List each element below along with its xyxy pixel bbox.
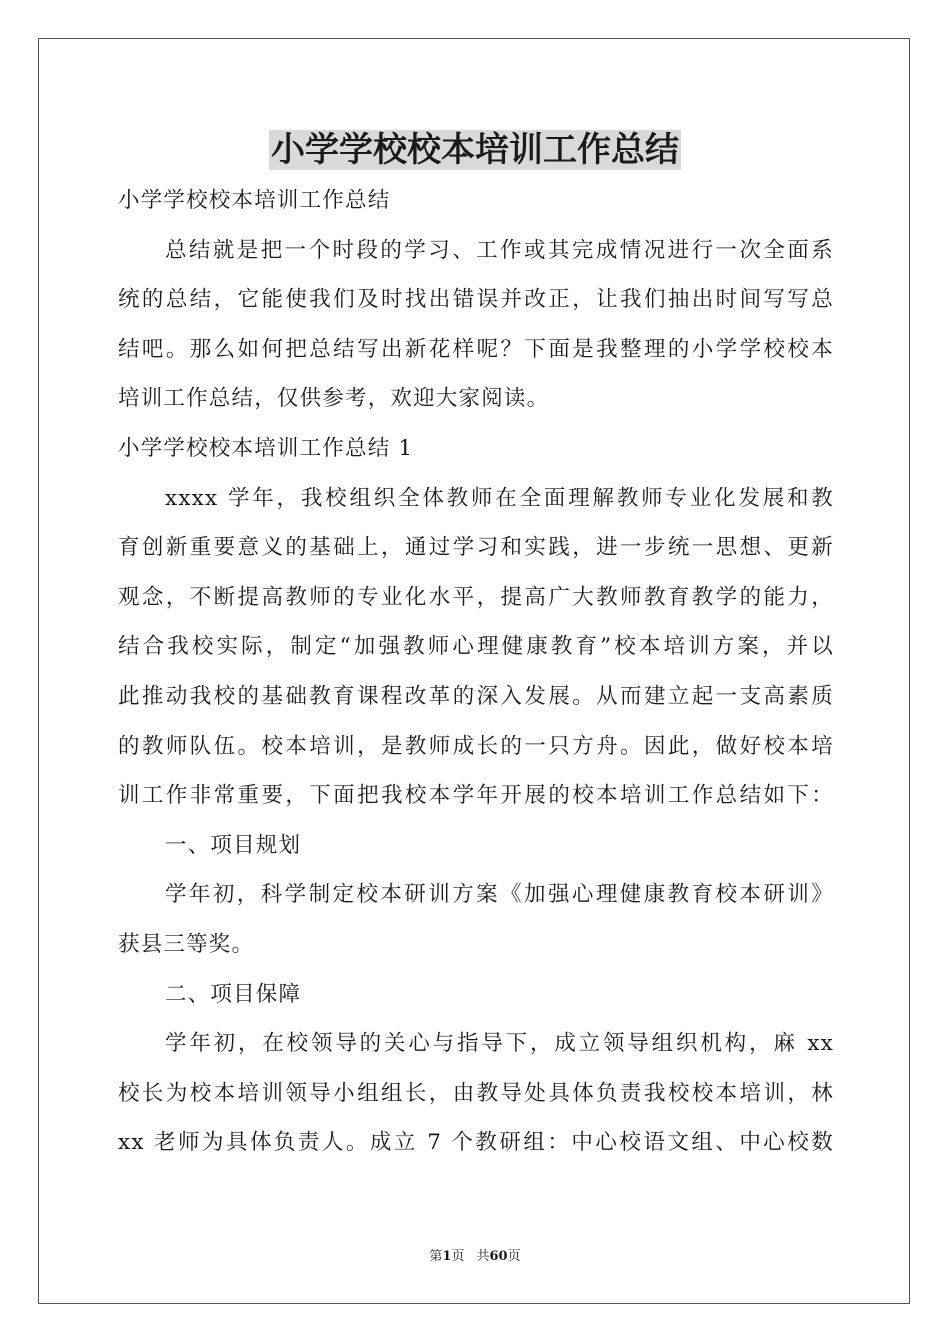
text-line: 二、项目保障	[165, 981, 302, 1007]
footer-total-prefix: 共	[476, 1249, 490, 1264]
text-line: 此推动我校的基础教育课程改革的深入发展。从而建立起一支高素质	[118, 683, 834, 709]
text-line: 一、项目规划	[165, 832, 302, 858]
text-line: 小学学校校本培训工作总结	[118, 188, 391, 213]
document-title-text: 小学学校校本培训工作总结	[271, 130, 679, 170]
text-line: 的教师队伍。校本培训，是教师成长的一只方舟。因此，做好校本培	[118, 733, 834, 759]
text-line: 获县三等奖。	[118, 931, 255, 957]
text-line: 结合我校实际，制定“加强教师心理健康教育”校本培训方案，并以	[118, 634, 834, 660]
footer-total-suffix: 页	[507, 1249, 521, 1264]
text-line: xx 老师为具体负责人。成立 7 个教研组：中心校语文组、中心校数	[118, 1130, 834, 1156]
text-line: 总结就是把一个时段的学习、工作或其完成情况进行一次全面系	[165, 237, 834, 263]
text-line: 结吧。那么如何把总结写出新花样呢？下面是我整理的小学学校校本	[118, 336, 834, 362]
text-line: 统的总结，它能使我们及时找出错误并改正，让我们抽出时间写写总	[118, 287, 834, 313]
footer-total-pages: 60	[489, 1249, 508, 1264]
text-line: 训工作非常重要，下面把我校本学年开展的校本培训工作总结如下：	[118, 783, 834, 809]
page-footer	[0, 1248, 950, 1266]
text-line: 学年初，科学制定校本研训方案《加强心理健康教育校本研训》	[165, 882, 834, 908]
text-line: 小学学校校本培训工作总结 1	[118, 435, 414, 461]
text-line: xxxx 学年，我校组织全体教师在全面理解教师专业化发展和教	[165, 485, 834, 511]
footer-page-suffix: 页	[451, 1249, 465, 1264]
footer-page-prefix: 第	[429, 1249, 443, 1264]
text-line: 育创新重要意义的基础上，通过学习和实践，进一步统一思想、更新	[118, 535, 834, 561]
text-line: 学年初，在校领导的关心与指导下，成立领导组织机构，麻 xx	[165, 1031, 834, 1057]
text-line: 培训工作总结，仅供参考，欢迎大家阅读。	[118, 386, 550, 412]
footer-page-number: 1	[442, 1249, 452, 1264]
document-title	[0, 128, 950, 172]
document-body	[118, 176, 834, 1168]
text-line: 校长为校本培训领导小组组长，由教导处具体负责我校校本培训，林	[118, 1080, 834, 1106]
text-line: 观念，不断提高教师的专业化水平，提高广大教师教育教学的能力，	[118, 584, 834, 610]
